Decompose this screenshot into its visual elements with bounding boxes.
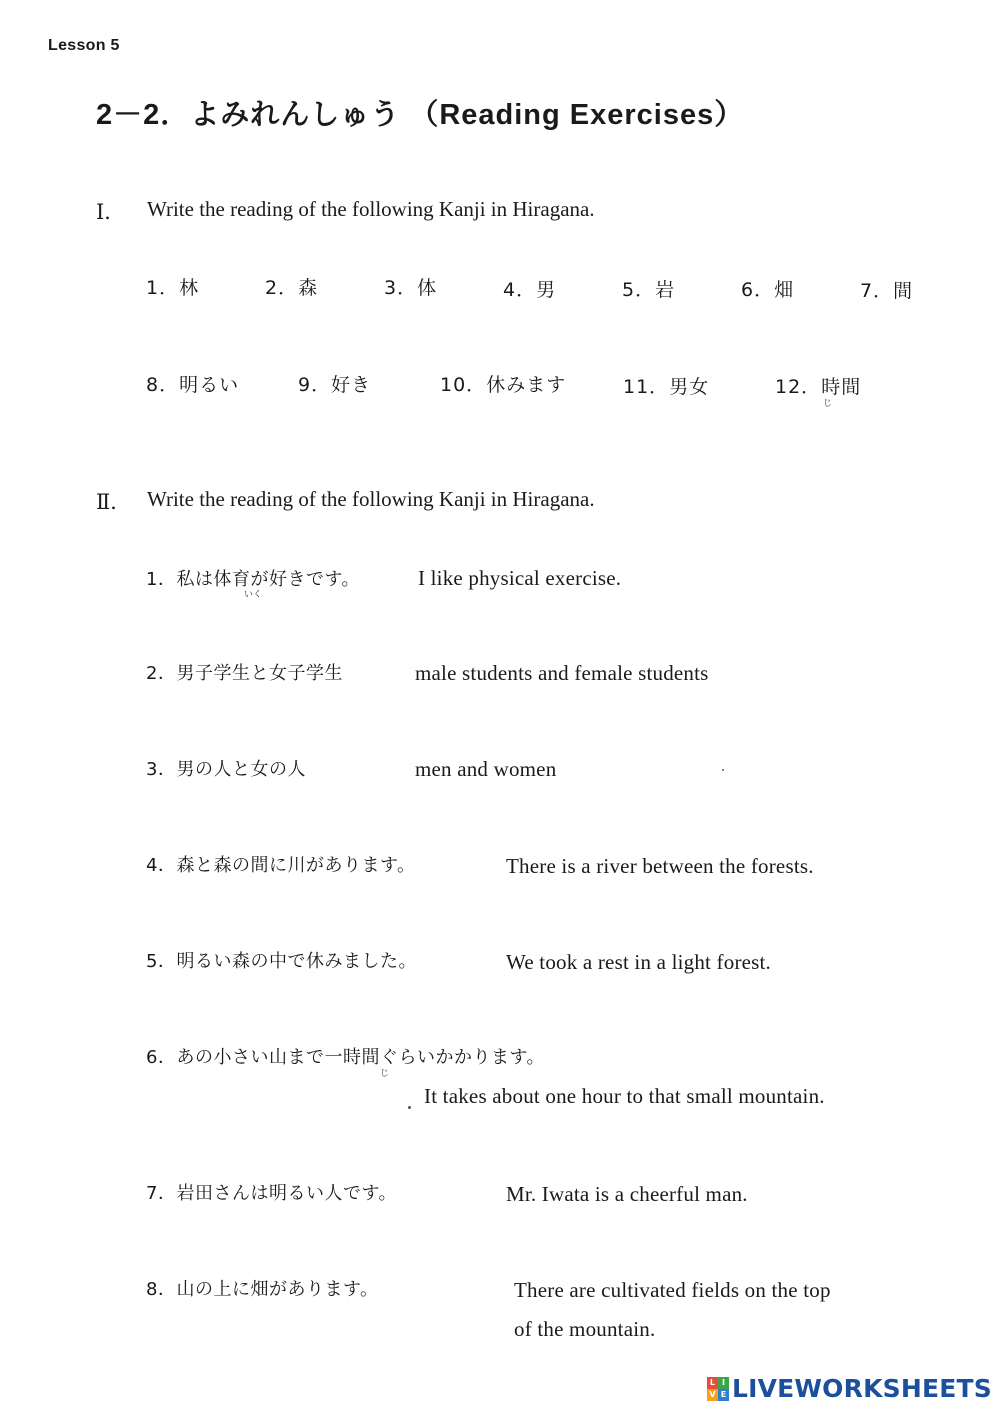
sentence-japanese: 3．男の人と女の人 [146,759,306,780]
sentence-japanese: 8．山の上に畑があります。 [146,1279,379,1300]
sentence-english: We took a rest in a light forest. [506,950,772,974]
kanji-item: 8．明るい [146,374,240,396]
brand-text: LIVEWORKSHEETS [731,1374,992,1403]
sentence-japanese: 1．私は体育が好きです。 [146,569,361,590]
sentence-japanese: 7．岩田さんは明るい人です。 [146,1183,398,1204]
section-1-number: Ⅰ． [96,200,126,224]
sentence-english: Mr. Iwata is a cheerful man. [506,1182,748,1206]
kanji-item: 11．男女 [623,376,710,398]
badge-letter: V [707,1389,718,1401]
kanji-item: 2．森 [265,277,319,299]
badge-letter: E [718,1389,729,1401]
sentence-japanese: 4．森と森の間に川があります。 [146,855,416,876]
kanji-item: 12．時間 [775,376,862,398]
badge-letter: L [707,1377,718,1389]
kanji-item: 4．男 [503,279,557,301]
stray-mark [408,1106,411,1109]
sentence-english-continued: of the mountain. [514,1317,656,1341]
furigana: じ [823,399,833,409]
sentence-japanese: 5．明るい森の中で休みました。 [146,951,417,972]
sentence-english: men and women [415,757,557,781]
kanji-item: 9．好き [298,374,372,396]
sentence-english: It takes about one hour to that small mountain. [424,1084,825,1108]
logo-badge-icon [707,1377,729,1401]
section-2-number: Ⅱ． [96,490,132,514]
sentence-english: I like physical exercise. [418,566,622,590]
kanji-item: 5．岩 [622,279,676,301]
sentence-english: male students and female students [415,661,709,685]
section-1-instruction: Write the reading of the following Kanji in Hiragana. [147,197,595,221]
kanji-item: 3．体 [384,277,438,299]
lesson-label: Lesson 5 [48,37,120,54]
furigana: いく [244,590,263,600]
sentence-english: There is a river between the forests. [506,854,814,878]
badge-letter: I [718,1377,729,1389]
scan-speck [722,769,724,771]
kanji-item: 1．林 [146,277,200,299]
sentence-english: There are cultivated fields on the top [514,1278,831,1302]
sentence-japanese: 2．男子学生と女子学生 [146,663,343,684]
kanji-item: 7．間 [860,280,914,302]
liveworksheets-logo[interactable] [707,1374,992,1403]
kanji-item: 10．休みます [440,374,567,396]
sentence-japanese: 6．あの小さい山まで一時間ぐらいかかります。 [146,1047,546,1068]
page-title: 2－2．よみれんしゅう （Reading Exercises） [96,99,745,131]
kanji-item: 6．畑 [741,279,795,301]
section-2-instruction: Write the reading of the following Kanji in Hiragana. [147,487,595,511]
furigana: じ [380,1069,390,1079]
